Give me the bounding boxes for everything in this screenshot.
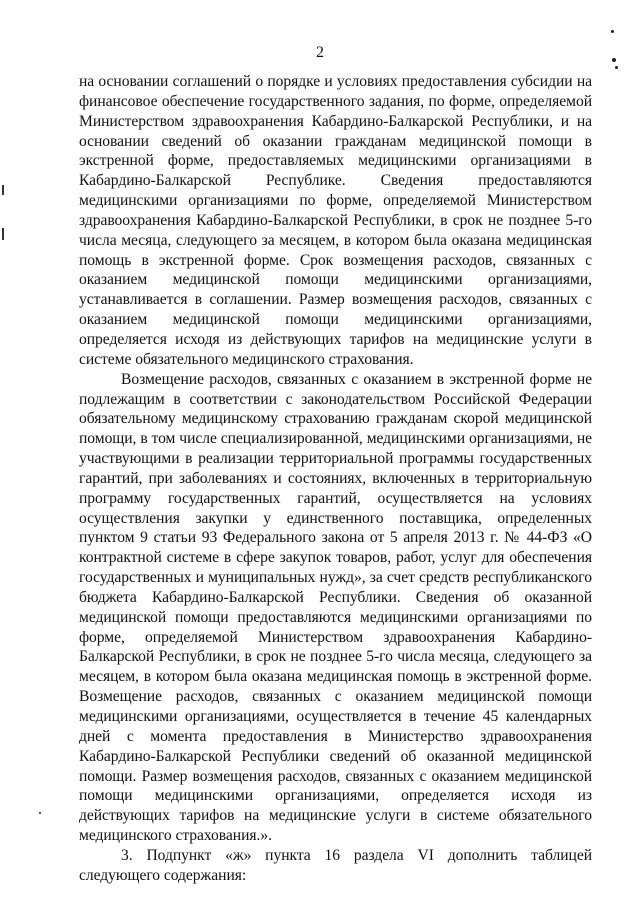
page-number: 2	[316, 44, 324, 61]
scan-edge-mark	[2, 228, 4, 240]
scan-speck	[615, 66, 618, 69]
paragraph-amendment-item-3: 3. Подпункт «ж» пункта 16 раздела VI дополнить таблицей следующего содержания:	[79, 846, 592, 884]
document-body	[79, 72, 592, 886]
paragraph-reimbursement: Возмещение расходов, связанных с оказанием в экстренной форме не подлежащим в соответствии с законодательством Российской Федерации обязательному медицинскому страхованию гражданам скорой медицинской помощи, в том числе специализированной, медицинскими организациями, не участвующими в реализации территориальной программы государственных гарантий, при заболеваниях и состояниях, включенных в территориальную программу государственных гарантий, осуществляется на условиях осуществления закупки у единственного поставщика, определенных пунктом 9 статьи 93 Федерального закона от 5 апреля 2013 г. № 44-ФЗ «О контрактной системе в сфере закупок товаров, работ, услуг для обеспечения государственных и муниципальных нужд», за счет средств республиканского бюджета Кабардино-Балкарской Республики. Сведения об оказанной медицинской помощи предоставляются медицинскими организациями по форме, определяемой Министерством здравоохранения Кабардино-Балкарской Республики, в срок не позднее 5-го числа месяца, следующего за месяцем, в котором была оказана медицинская помощь в экстренной форме. Возмещение расходов, связанных с оказанием медицинской помощи медицинскими организациями, осуществляется в течение 45 календарных дней с момента предоставления в Министерство здравоохранения Кабардино-Балкарской Республики сведений об оказанной медицинской помощи. Размер возмещения расходов, связанных с оказанием медицинской помощи медицинскими организациями, определяется исходя из действующих тарифов на медицинские услуги в системе обязательного медицинского страхования.».	[79, 370, 592, 845]
scan-speck	[612, 58, 616, 62]
scan-speck	[611, 30, 614, 33]
scan-edge-mark	[2, 185, 4, 195]
paragraph-continuation: на основании соглашений о порядке и условиях предоставления субсидии на финансовое обеспечение государственного задания, по форме, определяемой Министерством здравоохранения Кабардино-Балкарской Республики, и на основании сведений об оказании гражданам медицинской помощи в экстренной форме, предоставляемых медицинскими организациями в Кабардино-Балкарской Республике. Сведения предоставляются медицинскими организациями по форме, определяемой Министерством здравоохранения Кабардино-Балкарской Республики, в срок не позднее 5-го числа месяца, следующего за месяцем, в котором была оказана медицинская помощь в экстренной форме. Срок возмещения расходов, связанных с оказанием медицинской помощи медицинскими организациями, устанавливается в соглашении. Размер возмещения расходов, связанных с оказанием медицинской помощи медицинскими организациями, определяется исходя из действующих тарифов на медицинские услуги в системе обязательного медицинского страхования.	[79, 73, 592, 368]
scan-speck	[39, 812, 41, 814]
